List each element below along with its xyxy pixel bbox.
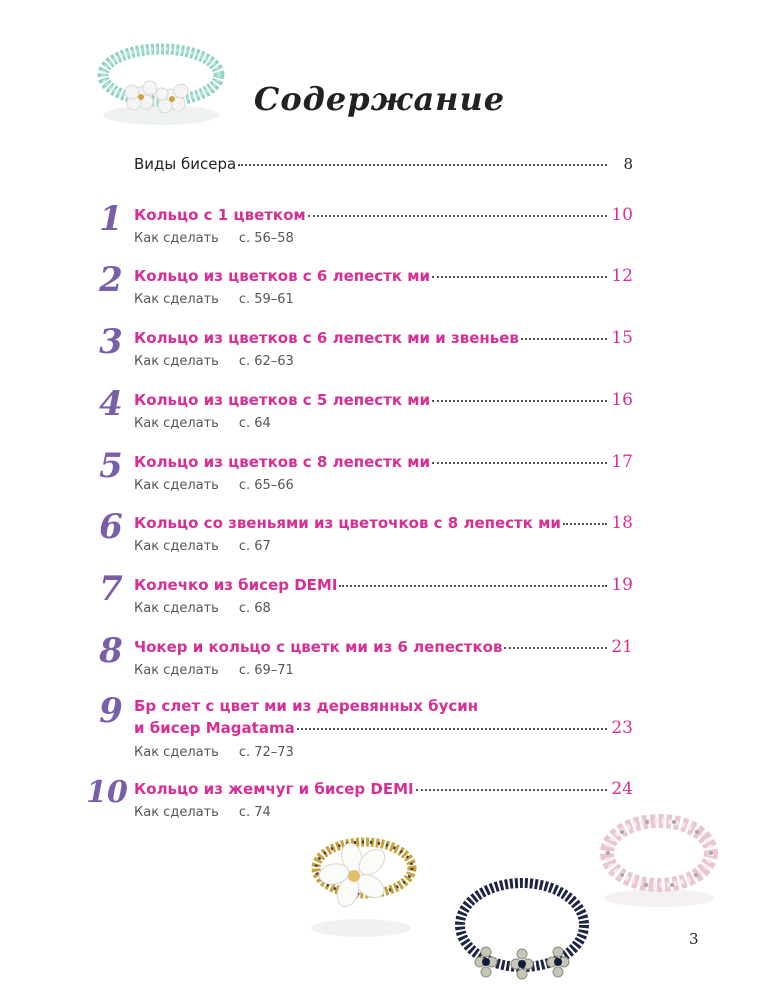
page-title: Содержание xyxy=(253,80,506,118)
entry-title: Кольцо со звеньями из цветочков с 8 лепестк ми xyxy=(134,514,561,532)
how-to-label: Как сделать xyxy=(134,601,219,616)
how-to-pages: с. 64 xyxy=(238,416,271,431)
how-to-pages: с. 68 xyxy=(238,601,271,616)
how-to-pages: с. 74 xyxy=(238,805,271,820)
toc-intro[interactable] xyxy=(134,154,633,174)
entry-title: Кольцо из цветков с 6 лепестк ми xyxy=(134,267,431,285)
entry-number: 7 xyxy=(99,569,123,609)
entry-title-line-2 xyxy=(134,718,633,738)
entry-number: 1 xyxy=(99,199,123,239)
entry-number: 6 xyxy=(99,507,123,547)
how-to-line xyxy=(134,291,294,309)
leader-dots xyxy=(416,789,607,791)
leader-dots xyxy=(308,215,607,217)
entry-title: Колечко из бисер DEMI xyxy=(134,576,338,594)
entry-title-line xyxy=(134,205,633,225)
entry-number: 2 xyxy=(99,260,123,300)
toc-intro-page: 8 xyxy=(623,155,633,173)
how-to-pages: с. 67 xyxy=(238,539,271,554)
leader-dots xyxy=(521,338,607,340)
how-to-label: Как сделать xyxy=(134,416,219,431)
how-to-pages: с. 72–73 xyxy=(238,745,294,760)
how-to-pages: с. 69–71 xyxy=(238,663,294,678)
entry-page: 10 xyxy=(611,205,633,225)
leader-dots xyxy=(432,462,607,464)
entry-page: 15 xyxy=(611,328,633,348)
entry-title-line xyxy=(134,266,633,286)
entry-number: 4 xyxy=(99,384,123,424)
entry-title-line xyxy=(134,513,633,533)
how-to-line xyxy=(134,804,271,822)
how-to-label: Как сделать xyxy=(134,354,219,369)
gold-pearl-flower-ring-image xyxy=(296,828,436,948)
entry-page: 23 xyxy=(611,718,633,738)
entry-title-line xyxy=(134,390,633,410)
entry-title-continued: и бисер Magatama xyxy=(134,719,295,737)
leader-dots xyxy=(432,276,607,278)
entry-title: Кольцо из цветков с 6 лепестк ми и звеньев xyxy=(134,329,519,347)
how-to-label: Как сделать xyxy=(134,292,219,307)
how-to-line xyxy=(134,230,294,248)
leader-dots xyxy=(297,728,607,730)
entry-title: Бр слет с цвет ми из деревянных бусин xyxy=(134,697,479,715)
how-to-label: Как сделать xyxy=(134,539,219,554)
how-to-pages: с. 56–58 xyxy=(238,231,294,246)
black-beaded-flower-ring-image xyxy=(442,870,602,1000)
leader-dots xyxy=(339,585,607,587)
pink-daisy-chain-ring-image xyxy=(592,808,727,918)
leader-dots xyxy=(504,647,607,649)
how-to-pages: с. 62–63 xyxy=(238,354,294,369)
toc-intro-text: Виды бисера xyxy=(134,155,237,173)
how-to-line xyxy=(134,744,294,762)
how-to-label: Как сделать xyxy=(134,745,219,760)
entry-title-line xyxy=(134,328,633,348)
how-to-line xyxy=(134,662,294,680)
entry-title: Кольцо из цветков с 5 лепестк ми xyxy=(134,391,431,409)
entry-number: 8 xyxy=(99,631,123,671)
how-to-line xyxy=(134,538,271,556)
entry-number: 9 xyxy=(99,691,123,731)
leader-dots xyxy=(238,164,607,166)
entry-page: 21 xyxy=(611,637,633,657)
how-to-label: Как сделать xyxy=(134,805,219,820)
entry-page: 24 xyxy=(611,779,633,799)
how-to-line xyxy=(134,477,294,495)
how-to-line xyxy=(134,415,271,433)
entry-title-line xyxy=(134,779,633,799)
how-to-label: Как сделать xyxy=(134,663,219,678)
how-to-line xyxy=(134,600,271,618)
entry-page: 17 xyxy=(611,452,633,472)
entry-title-line xyxy=(134,637,633,657)
entry-page: 12 xyxy=(611,266,633,286)
entry-title: Чокер и кольцо с цветк ми из 6 лепестков xyxy=(134,638,503,656)
entry-number: 5 xyxy=(99,446,123,486)
entry-number: 10 xyxy=(86,775,128,810)
page-number: 3 xyxy=(689,930,699,948)
how-to-pages: с. 59–61 xyxy=(238,292,294,307)
how-to-line xyxy=(134,353,294,371)
entry-title: Кольцо из жемчуг и бисер DEMI xyxy=(134,780,414,798)
how-to-label: Как сделать xyxy=(134,478,219,493)
entry-number: 3 xyxy=(99,322,123,362)
entry-page: 18 xyxy=(611,513,633,533)
entry-page: 19 xyxy=(611,575,633,595)
how-to-label: Как сделать xyxy=(134,231,219,246)
leader-dots xyxy=(563,523,607,525)
entry-title-line xyxy=(134,452,633,472)
entry-title: Кольцо с 1 цветком xyxy=(134,206,306,224)
leader-dots xyxy=(432,400,607,402)
how-to-pages: с. 65–66 xyxy=(238,478,294,493)
entry-title-line xyxy=(134,696,633,716)
entry-title: Кольцо из цветков с 8 лепестк ми xyxy=(134,453,431,471)
entry-title-line xyxy=(134,575,633,595)
entry-page: 16 xyxy=(611,390,633,410)
